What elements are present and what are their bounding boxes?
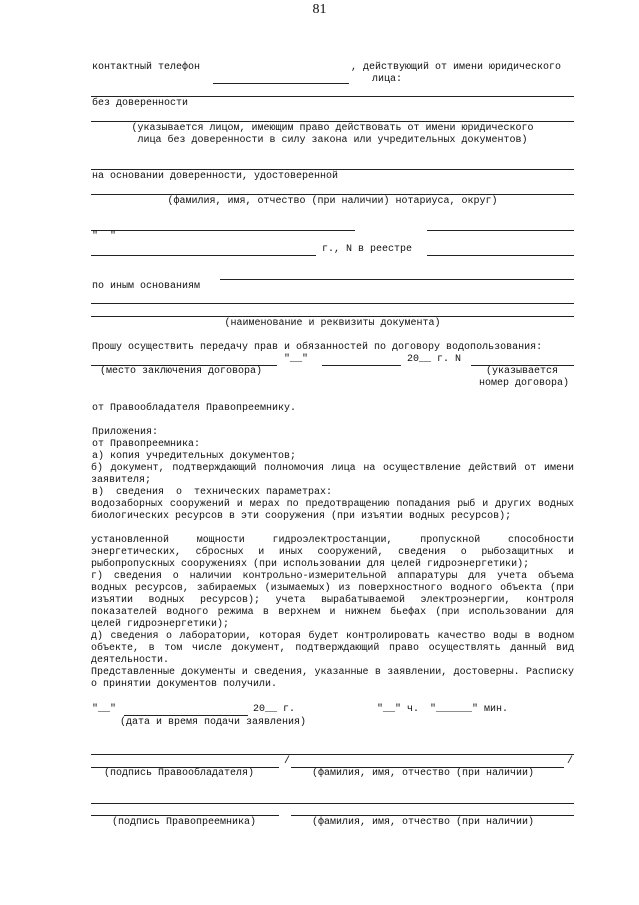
attachment-v1: водозаборных сооружений и мерах по предотвращению попадания рыб и других водных биологических ресурсов в эти сооружения (при изъятии водных ресурсов); xyxy=(91,499,574,522)
contract-year-label: 20__ г. N xyxy=(407,354,462,365)
successor-line-top xyxy=(91,803,574,804)
contract-date-quote: "__" xyxy=(284,354,309,365)
without-poa-field-2[interactable] xyxy=(91,169,574,170)
contract-place-hint: (место заключения договора) xyxy=(100,366,263,377)
submission-year-label: 20__ г. xyxy=(253,704,296,715)
holder-sign-hint: (подпись Правообладателя) xyxy=(104,768,255,779)
registry-label: г., N в реестре xyxy=(322,244,413,255)
holder-name-hint: (фамилия, имя, отчество (при наличии) xyxy=(312,768,535,779)
other-grounds-field-top[interactable] xyxy=(220,279,574,280)
attachments-from: от Правопреемника: xyxy=(92,439,201,450)
holder-slash-end: / xyxy=(567,756,574,767)
successor-name-field[interactable] xyxy=(291,815,574,816)
holder-line-top xyxy=(91,754,574,755)
page-number: 81 xyxy=(312,2,327,17)
attachment-v2: установленной мощности гидроэлектростанции, пропускной способности энергетических, сбросных и иных сооружений, сведения о рыбозащитных и рыбопропускных сооружениях (при использовании для целей гидроэнергетики); xyxy=(91,535,574,570)
attachment-g: г) сведения о наличии контрольно-измерительной аппаратуры для учета объема водных ресурсов, забираемых (изымаемых) из поверхностного водного объекта (при изъятии водных ресурсов); учета вырабатываемой электроэнергии, контроля показателей водного режима в верхнем и нижнем бьефах (при использовании для целей гидроэнергетики); xyxy=(91,571,574,630)
acting-for-label-cont: лица: xyxy=(372,74,403,85)
poa-date-field[interactable] xyxy=(91,255,316,256)
other-grounds-field-2[interactable] xyxy=(91,316,574,317)
poa-field[interactable] xyxy=(91,194,574,195)
submission-hint: (дата и время подачи заявления) xyxy=(120,717,307,728)
holder-slash: / xyxy=(284,756,291,767)
submission-minute-label: "______" мин. xyxy=(430,704,509,715)
attachment-a: а) копия учредительных документов; xyxy=(92,451,297,462)
without-poa-hint: (указывается лицом, имеющим право действовать от имени юридического лица без доверенности в силу закона или учредительных документов) xyxy=(131,123,534,146)
contract-number-hint-2: номер договора) xyxy=(479,378,570,389)
legal-entity-field[interactable] xyxy=(91,96,574,97)
submission-day-quote: "__" xyxy=(92,704,117,715)
successor-sign-hint: (подпись Правопреемника) xyxy=(112,817,257,828)
poa-label: на основании доверенности, удостоверенной xyxy=(92,171,339,182)
submission-month-field[interactable] xyxy=(124,715,248,716)
contract-number-hint: (указывается xyxy=(486,366,559,377)
other-grounds-label: по иным основаниям xyxy=(92,281,201,292)
without-poa-field[interactable] xyxy=(91,121,574,122)
acting-for-label: , действующий от имени юридического xyxy=(351,62,562,73)
successor-name-hint: (фамилия, имя, отчество (при наличии) xyxy=(312,817,535,828)
document-hint: (наименование и реквизиты документа) xyxy=(224,318,441,329)
attachment-d: д) сведения о лаборатории, которая будет контролировать качество воды в водном объекте, в том числе документ, подтверждающий право осуществлять данный вид деятельности. xyxy=(91,631,574,666)
confirmation-text: Представленные документы и сведения, указанные в заявлении, достоверны. Расписку о принятии документов получили. xyxy=(91,667,574,690)
other-grounds-field[interactable] xyxy=(91,303,574,304)
submission-hour-label: "__" ч. xyxy=(377,704,420,715)
notary-hint: (фамилия, имя, отчество (при наличии) нотариуса, округ) xyxy=(167,196,498,207)
contract-month-field[interactable] xyxy=(322,365,401,366)
notary-field-right[interactable] xyxy=(427,230,574,231)
attachment-v: в) сведения о технических параметрах: xyxy=(92,487,333,498)
attachments-heading: Приложения: xyxy=(92,427,159,438)
without-poa-label: без доверенности xyxy=(92,98,189,109)
successor-signature-field[interactable] xyxy=(91,815,279,816)
poa-date-quote: " " xyxy=(92,231,117,242)
attachment-b: б) документ, подтверждающий полномочия лица на осуществление действий от имени заявителя; xyxy=(91,463,574,486)
request-text: Прошу осуществить передачу прав и обязанностей по договору водопользования: xyxy=(92,342,543,353)
contact-phone-label: контактный телефон xyxy=(92,62,201,73)
registry-number-field[interactable] xyxy=(427,255,574,256)
from-to-text: от Правообладателя Правопреемнику. xyxy=(92,403,297,414)
notary-field-left[interactable] xyxy=(91,230,355,231)
contact-phone-field[interactable] xyxy=(213,83,349,84)
